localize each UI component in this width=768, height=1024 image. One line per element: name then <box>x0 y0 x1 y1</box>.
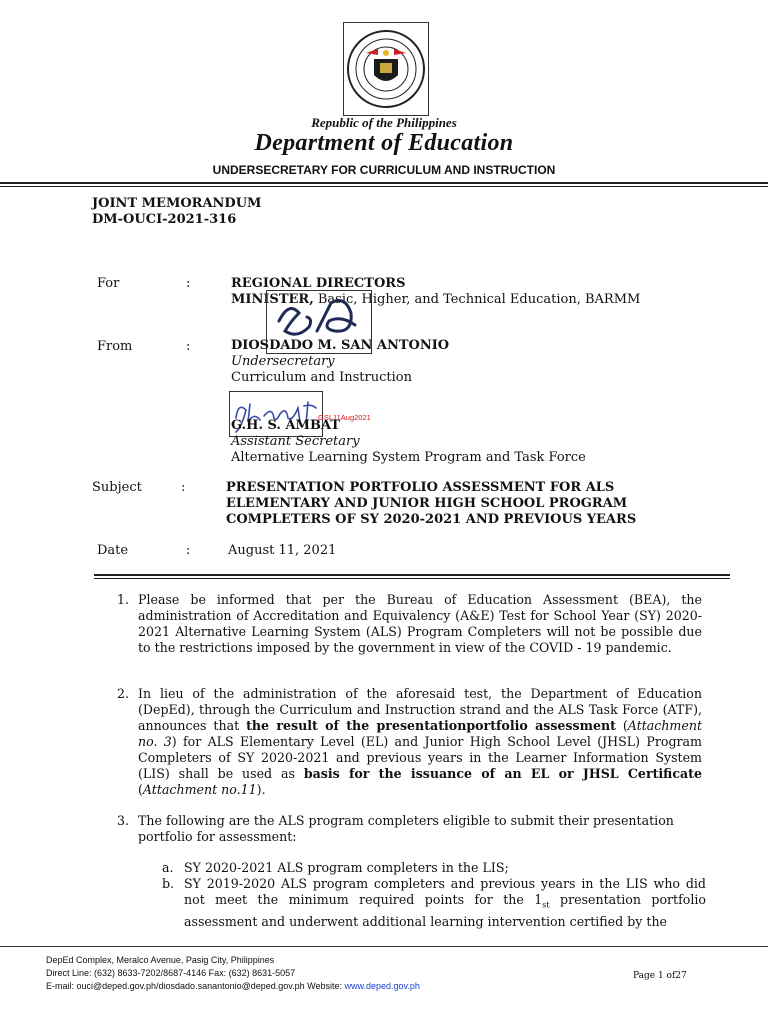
p2-b: the result of the presentationportfolio assessment <box>246 718 616 733</box>
p2-f: basis for the issuance of an EL or JHSL Certificate <box>303 766 702 781</box>
item-b-2: presentation portfolio assessment and underwent additional learning intervention certified by the <box>184 892 706 929</box>
memo-number: DM-OUCI-2021-316 <box>92 212 237 227</box>
from-colon: : <box>186 339 191 354</box>
deped-seal <box>343 22 429 116</box>
from-office2: Alternative Learning System Program and Task Force <box>231 450 586 465</box>
department-heading: Department of Education <box>254 130 514 156</box>
from-office1: Curriculum and Instruction <box>231 370 412 385</box>
footer-line3 <box>46 980 420 993</box>
p2-c: ( <box>615 718 628 733</box>
p2-h: Attachment no.11 <box>142 782 257 797</box>
from-label: From <box>97 339 133 354</box>
republic-heading: Republic of the Philippines <box>311 115 457 130</box>
p2-a: In lieu of the administration of the aforesaid test, the Department of Education (DepEd), through the Curriculum and Instruction strand and the ALS Task Force (ATF), announces that <box>138 686 702 733</box>
date-label: Date <box>97 543 129 558</box>
from-name2: G.H. S. AMBAT <box>231 418 340 433</box>
subject-line1: PRESENTATION PORTFOLIO ASSESSMENT FOR ALS <box>226 480 615 495</box>
memo-type: JOINT MEMORANDUM <box>92 196 262 211</box>
footer-line2: Direct Line: (632) 8633-7202/8687-4146 Fax: (632) 8631-5057 <box>46 968 296 978</box>
from-signatory-2 <box>231 418 586 466</box>
from-title1: Undersecretary <box>231 354 335 369</box>
p2-d: Attachment no. 3 <box>138 718 702 749</box>
for-colon: : <box>186 276 191 291</box>
subject-divider-thin <box>94 578 730 579</box>
item-b-sup: st <box>542 900 550 910</box>
p2-e: ) for ALS Elementary Level (EL) and Junior High School Level (JHSL) Program Completers of SY 2020-2021 and previous years in the Learner Information System (LIS) shall be used as <box>138 734 702 781</box>
for-line2-bold: MINISTER, <box>231 292 314 307</box>
header-divider <box>0 182 768 184</box>
item-b-1: SY 2019-2020 ALS program completers and previous years in the LIS who did not meet the minimum required points for the 1 <box>184 876 706 907</box>
from-title2: Assistant Secretary <box>231 434 360 449</box>
for-line1: REGIONAL DIRECTORS <box>231 276 406 291</box>
office-heading: UNDERSECRETARY FOR CURRICULUM AND INSTRUCTION <box>212 163 556 177</box>
initial-stamp: GSL11Aug2021 <box>318 413 371 422</box>
memo-id <box>92 196 261 228</box>
from-signatory-1 <box>231 338 449 386</box>
p2-i: ). <box>256 782 266 797</box>
subject-label: Subject <box>92 480 142 495</box>
p3-number: 3. <box>117 813 130 828</box>
p1-number: 1. <box>117 592 130 607</box>
footer-email: E-mail: ouci@deped.gov.ph/diosdado.sanantonio@deped.gov.ph Website: <box>46 981 345 991</box>
item-b-letter: b. <box>162 876 175 891</box>
subject-line2: ELEMENTARY AND JUNIOR HIGH SCHOOL PROGRAM <box>226 496 628 511</box>
footer-website-link[interactable]: www.deped.gov.ph <box>344 981 420 991</box>
item-a: SY 2020-2021 ALS program completers in the LIS; <box>184 860 509 875</box>
footer-address <box>46 954 420 993</box>
subject-divider <box>94 574 730 576</box>
date-value: August 11, 2021 <box>228 543 337 558</box>
subject-colon: : <box>181 480 186 495</box>
subject-text <box>226 480 636 528</box>
paragraph-3: The following are the ALS program completers eligible to submit their presentation portfolio for assessment: <box>138 813 674 844</box>
for-line2-rest: Basic, Higher, and Technical Education, BARMM <box>313 292 641 307</box>
p2-g: ( <box>138 782 143 797</box>
item-b <box>184 876 706 930</box>
from-name1: DIOSDADO M. SAN ANTONIO <box>231 338 450 353</box>
paragraph-2 <box>138 686 702 798</box>
paragraph-1: Please be informed that per the Bureau of Education Assessment (BEA), the administration of Accreditation and Equivalency (A&E) Test for School Year (SY) 2020-2021 Alternative Learning System (ALS) Program Completers will not be possible due to the restrictions imposed by the government in view of the COVID - 19 pandemic. <box>138 592 702 655</box>
footer-divider <box>0 946 768 947</box>
page-number: Page 1 of27 <box>633 971 687 981</box>
subject-line3: COMPLETERS OF SY 2020-2021 AND PREVIOUS YEARS <box>226 512 637 527</box>
header-divider-thin <box>0 186 768 187</box>
item-a-letter: a. <box>162 860 174 875</box>
footer-line1: DepEd Complex, Meralco Avenue, Pasig City, Philippines <box>46 955 275 965</box>
p2-number: 2. <box>117 686 130 701</box>
for-label: For <box>97 276 120 291</box>
date-colon: : <box>186 543 191 558</box>
